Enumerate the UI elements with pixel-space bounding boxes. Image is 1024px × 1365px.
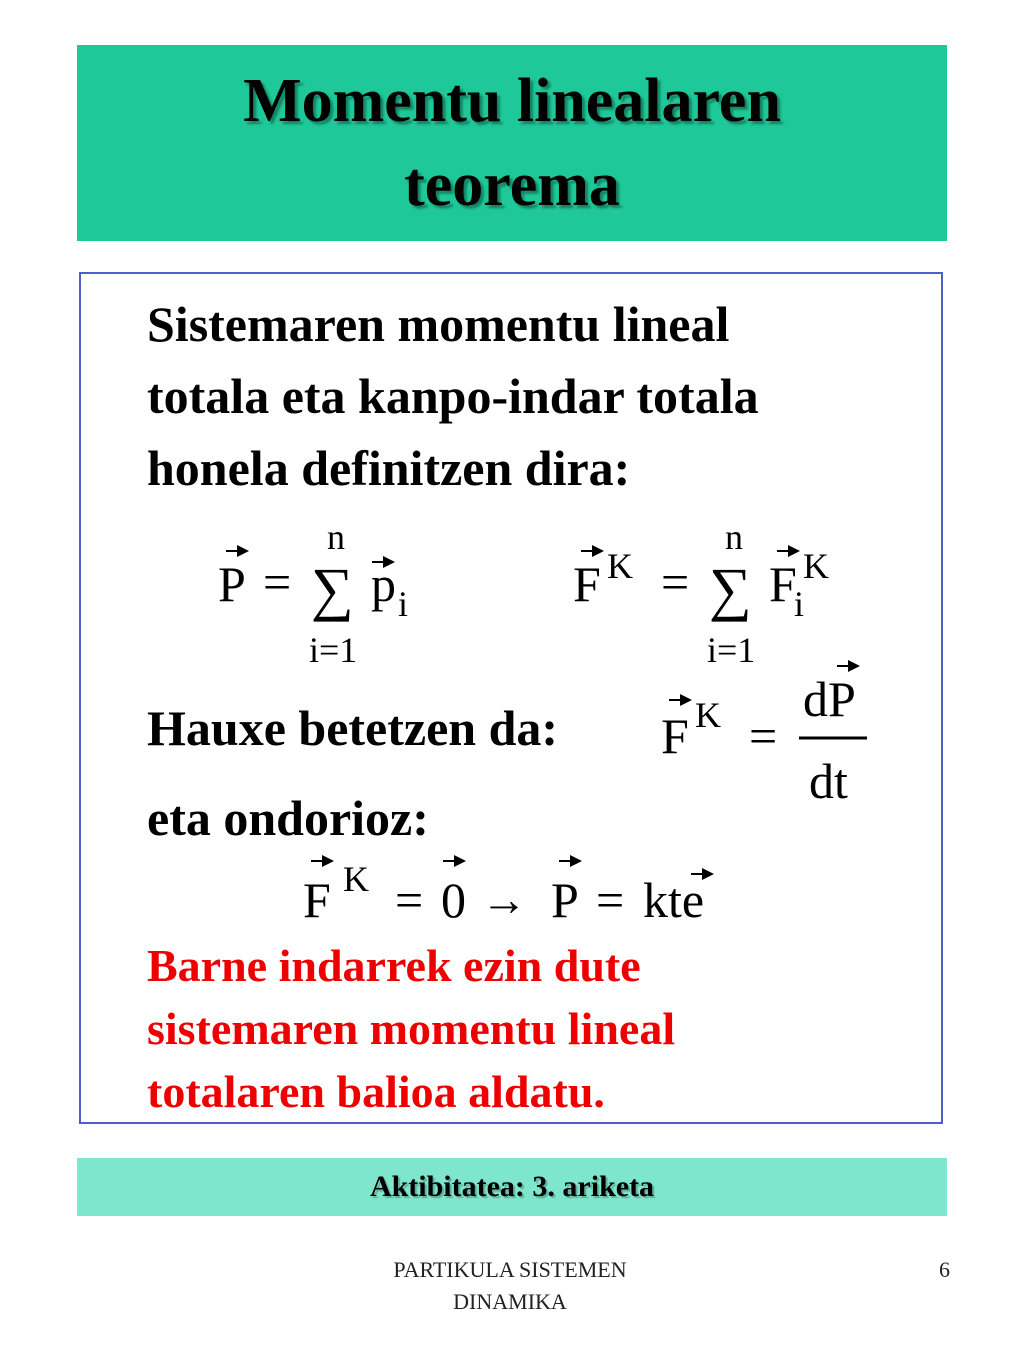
particle-index: i [398,584,409,624]
particle-index: i [794,584,805,624]
page-number: 6 [939,1257,950,1282]
equals-sign: = [749,708,778,764]
external-superscript: K [695,695,721,735]
sum-lower-limit: i=1 [309,630,358,670]
conclusion-line-1: Barne indarrek ezin dute [147,940,641,991]
conclusion-line-3: totalaren balioa aldatu. [147,1066,605,1117]
equals-sign: = [263,554,292,610]
equals-sign: = [596,872,625,928]
footer-title [345,1254,675,1318]
external-force-symbol: F [573,556,601,612]
sum-sign: ∑ [311,556,354,622]
hauxe-label: Hauxe betetzen da: [147,700,559,756]
conclusion-line-2: sistemaren momentu lineal [147,1003,676,1054]
sum-lower-limit: i=1 [707,630,756,670]
slide-title-line-1: Momentu linealaren [243,67,781,135]
footer-line-1: PARTIKULA SISTEMEN [393,1257,627,1282]
footer-line-2: DINAMIKA [453,1289,567,1314]
activity-banner [77,1158,947,1216]
constant-vector: kte [643,872,705,928]
implies-arrow: → [481,874,527,925]
total-momentum-symbol: P [551,872,579,928]
intro-line-2: totala eta kanpo-indar totala [147,368,759,424]
equations-layer [81,274,945,1126]
external-superscript: K [803,546,829,586]
particle-force-symbol: F [769,556,797,612]
sum-upper-limit: n [725,517,743,557]
momentum-sum-equation [218,517,408,670]
particle-momentum-symbol: p [371,556,396,612]
external-force-symbol: F [661,708,689,764]
ondorioz-label: eta ondorioz: [147,790,429,846]
external-force-symbol: F [303,872,331,928]
total-momentum-symbol: P [218,556,246,612]
derivative-denominator: dt [809,753,848,809]
equals-sign: = [395,872,424,928]
external-force-sum-equation [573,517,829,670]
external-superscript: K [607,546,633,586]
intro-line-1: Sistemaren momentu lineal [147,296,730,352]
intro-line-3: honela definitzen dira: [147,440,631,496]
sum-upper-limit: n [327,517,345,557]
sum-sign: ∑ [709,556,752,622]
equals-sign: = [661,554,690,610]
title-banner [77,45,947,241]
slide-title-line-2: teorema [404,151,620,219]
derivative-equation [661,666,867,809]
conservation-equation [303,859,712,928]
derivative-numerator: dP [803,671,856,727]
external-superscript: K [343,859,369,899]
content-box [79,272,943,1124]
zero-vector: 0 [441,872,466,928]
activity-label: Aktibitatea: 3. ariketa [369,1170,655,1203]
